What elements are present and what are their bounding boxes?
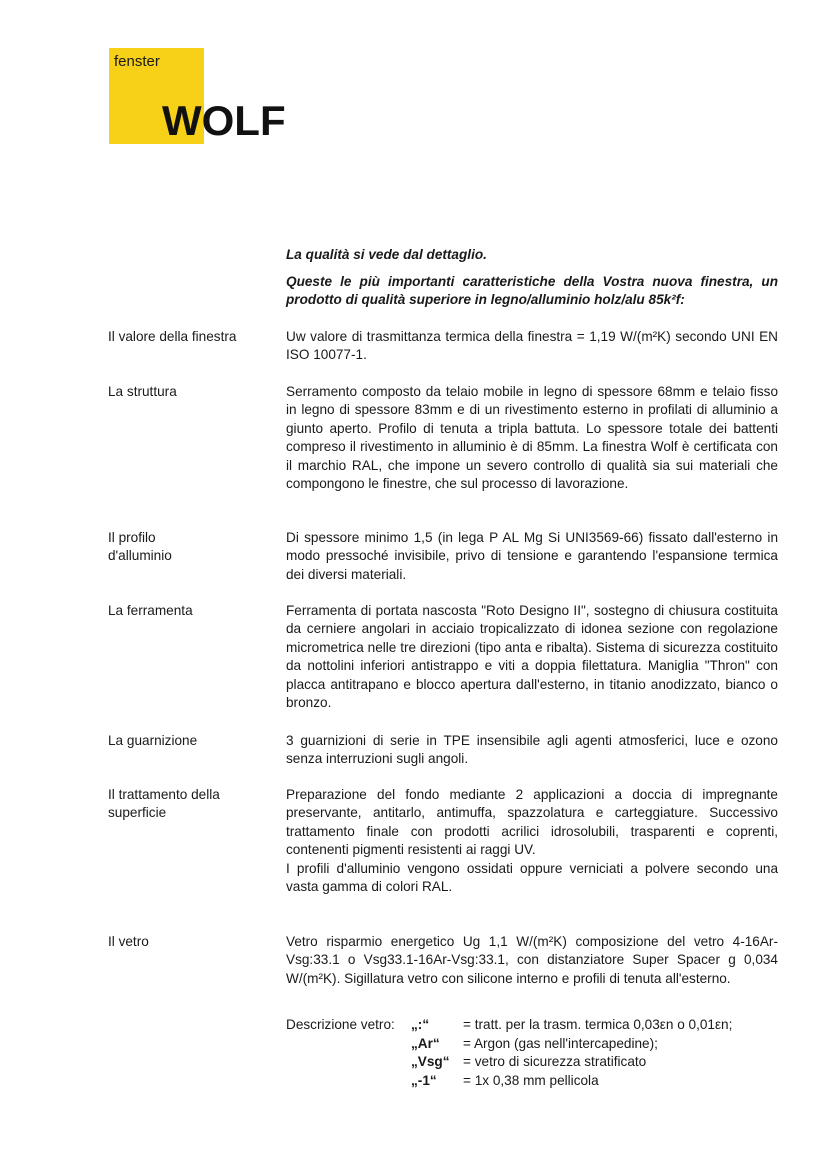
- intro-subtitle: Queste le più importanti caratteristiche della Vostra nuova finestra, un prodotto di qualità superiore in legno/alluminio holz/alu 85k²f:: [286, 274, 778, 307]
- section-paragraph: 3 guarnizioni di serie in TPE insensibile agli agenti atmosferici, luce e ozono senza interruzioni sugli angoli.: [286, 733, 778, 767]
- logo-fenster-text: fenster: [114, 53, 160, 70]
- legend-desc: = 1x 0,38 mm pellicola: [463, 1072, 599, 1088]
- legend-desc: = tratt. per la trasm. termica 0,03εn o 0,01εn;: [463, 1017, 733, 1032]
- section-paragraph: Serramento composto da telaio mobile in legno di spessore 68mm e telaio fisso in legno di spessore 83mm e di un rivestimento esterno in profilati di alluminio a giunto aperto. Profilo di tenuta a tripla battuta. Lo spessore totale dei battenti compreso il rivestimento in alluminio è di 85mm. La finestra Wolf è certificata con il marchio RAL, che impone un severo controllo di qualità sia sui materiali che compongono le finestre, che sul processo di lavorazione.: [286, 384, 778, 492]
- legend-desc: = Argon (gas nell'intercapedine);: [463, 1035, 658, 1051]
- section-label: Il valore della finestra: [108, 329, 237, 344]
- section-label: La guarnizione: [108, 733, 198, 748]
- section-paragraph: Di spessore minimo 1,5 (in lega P AL Mg Si UNI3569-66) fissato dall'esterno in modo pressoché invisibile, privo di tensione e garantendo l'espansione termica dei diversi materiali.: [286, 530, 778, 582]
- intro-title: La qualità si vede dal dettaglio.: [286, 247, 487, 262]
- legend-code: „Ar“: [411, 1035, 440, 1051]
- section-text: [286, 328, 778, 365]
- section-text: [286, 786, 778, 896]
- section-label: La struttura: [108, 384, 177, 399]
- section-text: [286, 529, 778, 584]
- section-paragraph: Vetro risparmio energetico Ug 1,1 W/(m²K) composizione del vetro 4-16Ar-Vsg:33.1 o Vsg33.1-16Ar-Vsg:33.1, con distanziatore Super Spacer g 0,034 W/(m²K). Sigillatura vetro con silicone interno e profili di tenuta all'esterno.: [286, 934, 778, 986]
- section-text: [286, 732, 778, 769]
- legend-code: „:“: [411, 1017, 430, 1032]
- logo-wolf-text: WOLF: [162, 97, 286, 144]
- section-label: Il profilo d'alluminio: [108, 530, 172, 564]
- legend-code: „Vsg“: [411, 1054, 450, 1070]
- legend-lead: Descrizione vetro:: [286, 1017, 395, 1032]
- section-text: [286, 933, 778, 988]
- section-text: [286, 602, 778, 712]
- brand-logo: [109, 48, 286, 144]
- section-label: Il trattamento della superficie: [108, 787, 220, 821]
- section-paragraph: I profili d'alluminio vengono ossidati oppure verniciati a polvere secondo una vasta gamma di colori RAL.: [286, 860, 778, 895]
- section-label: Il vetro: [108, 934, 149, 949]
- section-paragraph: Uw valore di trasmittanza termica della finestra = 1,19 W/(m²K) secondo UNI EN ISO 10077-1.: [286, 329, 778, 363]
- section-paragraph: Ferramenta di portata nascosta "Roto Designo II", sostegno di chiusura costituita da cerniere angolari in acciaio tropicalizzato di idonea sezione con regolazione micrometrica nelle tre direzioni (tipo anta e ribalta). Sistema di sicurezza costituito da nottolini inferiori antistrappo e viti a doppia filettatura. Maniglia "Thron" con placca antitrapano e blocco apertura dall'esterno, in titanio anodizzato, bianco o bronzo.: [286, 603, 778, 711]
- legend-code: „-1“: [411, 1072, 437, 1088]
- glass-legend: [286, 1016, 786, 1090]
- legend-row: [286, 1035, 786, 1054]
- intro: [286, 246, 778, 309]
- legend-row: [286, 1072, 786, 1091]
- section-paragraph: Preparazione del fondo mediante 2 applicazioni a doccia di impregnante preservante, antitarlo, antimuffa, spazzolatura e carteggiature. Successivo trattamento finale con prodotti acrilici idrosolubili, trasparenti e coprenti, contenenti pigmenti resistenti ai raggi UV.: [286, 787, 778, 858]
- legend-row: [286, 1053, 786, 1072]
- legend-desc: = vetro di sicurezza stratificato: [463, 1054, 647, 1070]
- section-label: La ferramenta: [108, 603, 193, 618]
- section-text: [286, 383, 778, 493]
- legend-row: [286, 1016, 786, 1035]
